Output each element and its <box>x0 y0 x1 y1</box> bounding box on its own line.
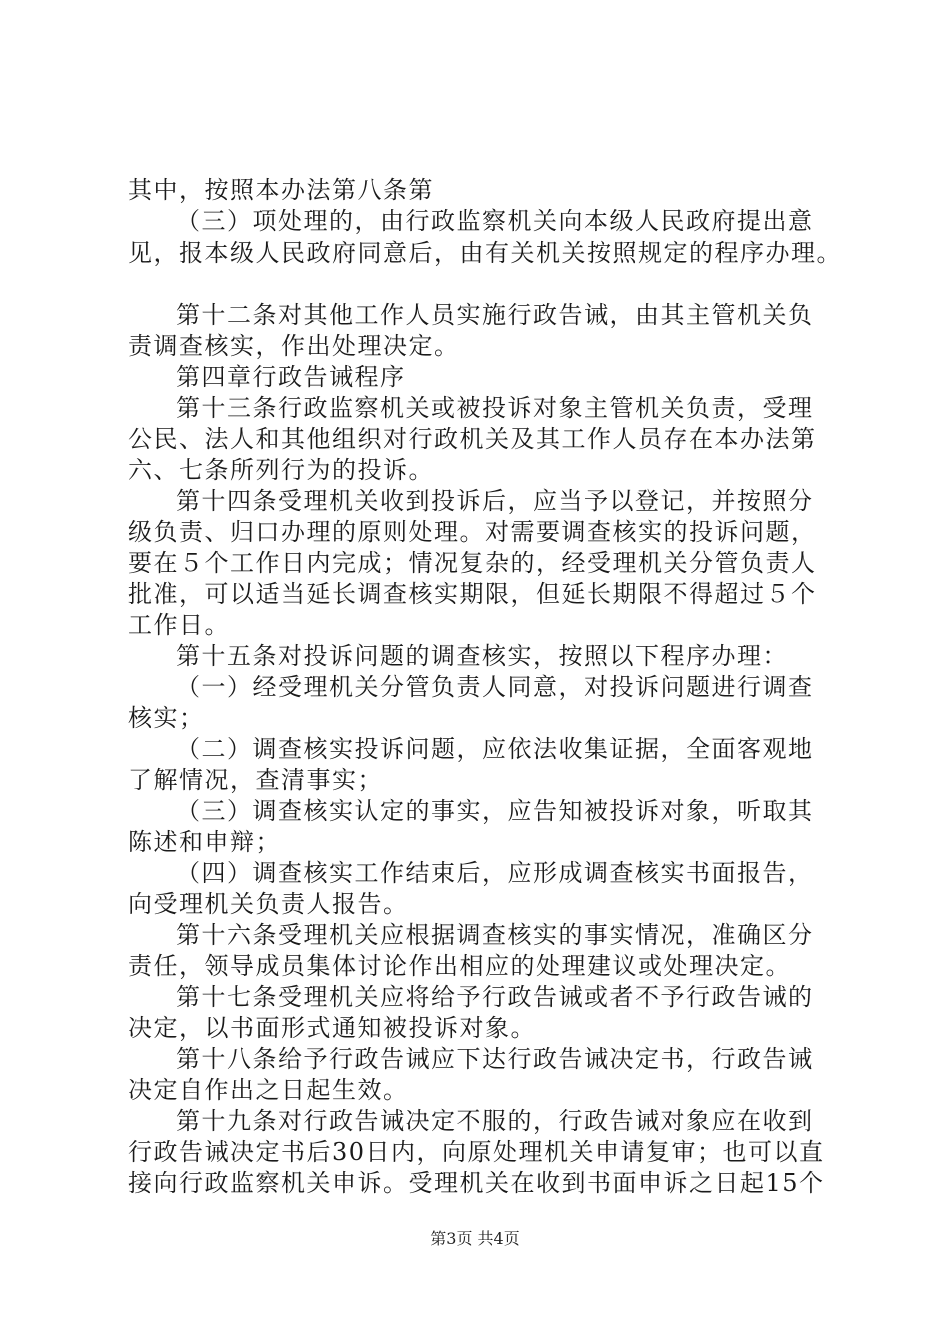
text-line: 向受理机关负责人报告。 <box>128 890 409 918</box>
text-line: 决定自作出之日起生效。 <box>128 1076 409 1104</box>
chapter-heading: 第四章行政告诫程序 <box>176 363 406 391</box>
text-line: （三）项处理的，由行政监察机关向本级人民政府提出意 <box>176 207 814 235</box>
text-line: （二）调查核实投诉问题，应依法收集证据，全面客观地 <box>176 735 814 763</box>
text-line: 接向行政监察机关申诉。受理机关在收到书面申诉之日起15个 <box>128 1169 825 1197</box>
text-line: （四）调查核实工作结束后，应形成调查核实书面报告， <box>176 859 814 887</box>
text-line: （一）经受理机关分管负责人同意，对投诉问题进行调查 <box>176 673 814 701</box>
page-number-footer: 第3页 共4页 <box>430 1229 520 1248</box>
text-line: 第十五条对投诉问题的调查核实，按照以下程序办理： <box>176 642 788 670</box>
text-line: 第十九条对行政告诫决定不服的，行政告诫对象应在收到 <box>176 1107 814 1135</box>
text-line: 核实； <box>128 704 205 732</box>
text-line: 六、七条所列行为的投诉。 <box>128 456 434 484</box>
text-line: 责调查核实，作出处理决定。 <box>128 332 460 360</box>
text-line: 第十四条受理机关收到投诉后，应当予以登记，并按照分 <box>176 487 814 515</box>
text-line: 第十二条对其他工作人员实施行政告诫，由其主管机关负 <box>176 301 814 329</box>
text-line: 其中，按照本办法第八条第 <box>128 176 434 204</box>
text-line: 了解情况，查清事实； <box>128 766 383 794</box>
text-line: 决定，以书面形式通知被投诉对象。 <box>128 1014 536 1042</box>
text-line: 第十八条给予行政告诫应下达行政告诫决定书，行政告诫 <box>176 1045 814 1073</box>
text-line: 级负责、归口办理的原则处理。对需要调查核实的投诉问题， <box>128 518 817 546</box>
text-line: 行政告诫决定书后30日内，向原处理机关申请复审；也可以直 <box>128 1138 825 1166</box>
text-line: 第十六条受理机关应根据调查核实的事实情况，准确区分 <box>176 921 814 949</box>
text-line: 批准，可以适当延长调查核实期限，但延长期限不得超过５个 <box>128 580 817 608</box>
text-line: 陈述和申辩； <box>128 828 281 856</box>
text-line: 第十三条行政监察机关或被投诉对象主管机关负责，受理 <box>176 394 814 422</box>
text-line: 工作日。 <box>128 611 230 639</box>
text-line: 第十七条受理机关应将给予行政告诫或者不予行政告诫的 <box>176 983 814 1011</box>
text-line: 见，报本级人民政府同意后，由有关机关按照规定的程序办理。 <box>128 239 842 267</box>
text-line: 要在５个工作日内完成；情况复杂的，经受理机关分管负责人 <box>128 549 817 577</box>
text-line: （三）调查核实认定的事实，应告知被投诉对象，听取其 <box>176 797 814 825</box>
text-line: 公民、法人和其他组织对行政机关及其工作人员存在本办法第 <box>128 425 817 453</box>
text-line: 责任，领导成员集体讨论作出相应的处理建议或处理决定。 <box>128 952 791 980</box>
